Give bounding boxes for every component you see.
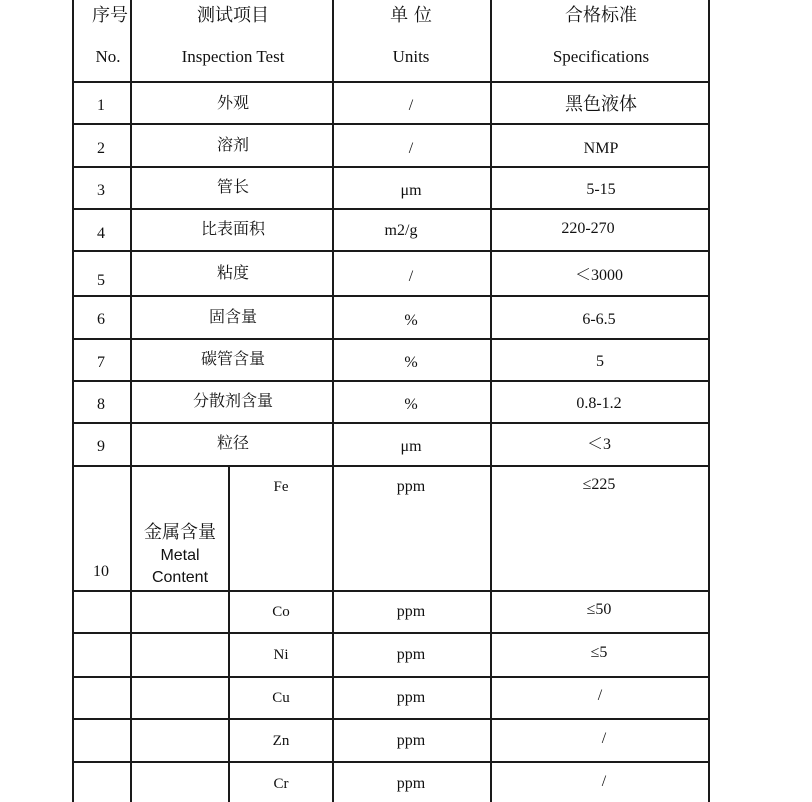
row-7-spec: 5: [596, 353, 604, 370]
row-divider-8: [72, 422, 710, 424]
row-1-test: 外观: [216, 93, 250, 112]
metal-co-spec: ≤50: [586, 601, 612, 618]
row-divider-5: [72, 295, 710, 297]
row-3-spec: 5-15: [586, 181, 616, 198]
row-divider-6: [72, 338, 710, 340]
row-8-spec: 0.8-1.2: [576, 395, 622, 412]
metal-label-cn: 金属含量: [144, 522, 216, 543]
row-divider-fe: [72, 590, 710, 592]
row-4-unit: m2/g: [384, 222, 418, 239]
row-1-no: 1: [97, 97, 105, 114]
column-divider-no: [130, 0, 132, 802]
row-divider-7: [72, 380, 710, 382]
row-4-no: 4: [97, 225, 105, 242]
row-divider-cu: [72, 718, 710, 720]
metal-fe-element: Fe: [273, 479, 289, 495]
header-no-en: No.: [95, 47, 121, 66]
header-test-en: Inspection Test: [181, 47, 285, 66]
row-3-unit: μm: [400, 182, 422, 199]
row-divider-zn: [72, 761, 710, 763]
row-divider-4: [72, 250, 710, 252]
row-8-no: 8: [97, 396, 105, 413]
row-4-test: 比表面积: [200, 219, 266, 238]
metal-cr-spec: /: [601, 773, 607, 790]
row-6-test: 固含量: [208, 307, 258, 326]
row-2-unit: /: [408, 140, 414, 157]
row-2-test: 溶剂: [216, 135, 250, 154]
header-spec-cn: 合格标准: [565, 5, 637, 26]
row-8-unit: %: [404, 396, 418, 413]
table-border-left: [72, 0, 74, 802]
row-9-spec: ＜3: [586, 436, 612, 453]
row-9-test: 粒径: [216, 433, 250, 452]
metal-ni-spec: ≤5: [590, 644, 608, 661]
metal-zn-element: Zn: [272, 733, 290, 749]
row-7-no: 7: [97, 354, 105, 371]
row-divider-ni: [72, 676, 710, 678]
row-divider-3: [72, 208, 710, 210]
column-divider-units: [490, 0, 492, 802]
header-no-cn: 序号: [92, 5, 128, 26]
metal-fe-unit: ppm: [396, 478, 426, 495]
row-2-no: 2: [97, 140, 105, 157]
metal-cu-spec: /: [597, 687, 603, 704]
row-6-spec: 6-6.5: [582, 311, 616, 328]
metal-cu-unit: ppm: [396, 689, 426, 706]
column-divider-test: [332, 0, 334, 802]
metal-co-element: Co: [272, 604, 290, 620]
row-6-unit: %: [404, 312, 418, 329]
row-4-spec: 220-270: [561, 220, 615, 237]
row-5-no: 5: [97, 272, 105, 289]
row-divider-co: [72, 632, 710, 634]
row-5-unit: /: [408, 268, 414, 285]
metal-cr-element: Cr: [273, 776, 289, 792]
header-test-cn: 测试项目: [197, 5, 269, 26]
row-3-test: 管长: [216, 177, 250, 196]
row-7-test: 碳管含量: [200, 349, 266, 368]
row-9-unit: μm: [400, 438, 422, 455]
metal-ni-unit: ppm: [396, 646, 426, 663]
metal-zn-unit: ppm: [396, 732, 426, 749]
row-divider-9: [72, 465, 710, 467]
header-units-en: Units: [392, 47, 430, 66]
metal-co-unit: ppm: [396, 603, 426, 620]
row-divider-1: [72, 123, 710, 125]
row-10-no: 10: [93, 563, 109, 580]
row-6-no: 6: [97, 311, 105, 328]
metal-label-en-1: Metal: [160, 547, 200, 564]
row-5-spec: ＜3000: [574, 267, 624, 284]
metal-cu-element: Cu: [272, 690, 290, 706]
row-9-no: 9: [97, 438, 105, 455]
metal-zn-spec: /: [601, 730, 607, 747]
metal-fe-spec: ≤225: [582, 476, 616, 493]
table-border-right: [708, 0, 710, 802]
header-spec-en: Specifications: [552, 47, 650, 66]
row-3-no: 3: [97, 182, 105, 199]
row-5-test: 粘度: [216, 263, 250, 282]
row-divider-2: [72, 166, 710, 168]
row-1-unit: /: [408, 97, 414, 114]
row-divider-header: [72, 81, 710, 83]
row-8-test: 分散剂含量: [192, 391, 274, 410]
metal-label-en-2: Content: [151, 569, 209, 586]
metal-ni-element: Ni: [273, 647, 289, 663]
header-units-cn: 单 位: [390, 5, 432, 26]
row-2-spec: NMP: [583, 140, 619, 157]
row-1-spec: 黑色液体: [565, 94, 637, 115]
metal-cr-unit: ppm: [396, 775, 426, 792]
row-7-unit: %: [404, 354, 418, 371]
